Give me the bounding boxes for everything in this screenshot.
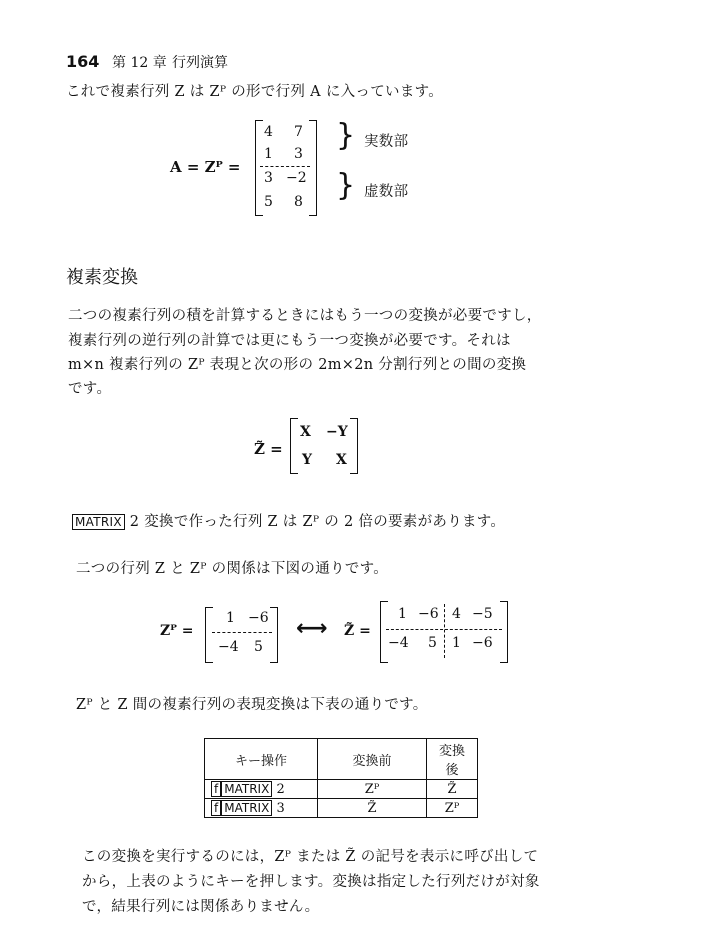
relation-right-cell: 5	[428, 635, 437, 651]
relation-left-bracket-r	[270, 607, 278, 663]
f-key: f	[211, 781, 221, 797]
key-number: 3	[276, 801, 285, 816]
relation-right-cell: 4	[452, 606, 461, 622]
relation-right-cell: −6	[472, 635, 493, 651]
closing-line: から，上表のようにキーを押します。変換は指定した行列だけが対象	[82, 874, 540, 890]
chapter-title: 行列演算	[172, 55, 228, 71]
f-key: f	[211, 800, 221, 816]
table-header: 変換前	[318, 739, 427, 780]
block-matrix-label: Z̃ =	[254, 440, 283, 458]
table-header-row	[205, 739, 478, 780]
matrix-key: MATRIX	[72, 514, 125, 530]
section-heading: 複素変換	[66, 267, 138, 288]
before-cell: Zᴾ	[318, 780, 427, 799]
key-number: 2	[276, 782, 285, 797]
matrix-a-left-bracket	[255, 120, 263, 216]
relation-right-label: Z̃ =	[344, 623, 371, 639]
before-cell: Z̃	[318, 799, 427, 818]
paragraph-line: です。	[68, 381, 112, 397]
key-sequence-cell	[205, 780, 318, 799]
matrix-a-cell: 7	[294, 124, 303, 140]
relation-right-cell: 1	[452, 635, 461, 651]
matrix-a-divider	[260, 166, 310, 167]
relation-left-divider	[212, 632, 272, 633]
block-matrix-left-bracket	[290, 418, 298, 474]
matrix-a-cell: −2	[286, 170, 307, 186]
relation-right-cell: −4	[388, 635, 409, 651]
block-matrix-cell: X	[300, 424, 311, 440]
matrix-a-right-bracket	[309, 120, 317, 216]
bidirectional-arrow-icon: ⟷	[296, 616, 328, 641]
relation-left-cell: −4	[218, 639, 239, 655]
real-part-brace: }	[336, 118, 356, 153]
after-cell: Z̃	[427, 780, 478, 799]
table-header: 変換後	[427, 739, 478, 780]
matrix-a-cell: 3	[294, 146, 303, 162]
matrix-note	[72, 510, 505, 531]
key-sequence-cell	[205, 799, 318, 818]
real-part-label: 実数部	[364, 134, 409, 150]
matrix-key: MATRIX	[221, 800, 272, 816]
block-matrix-cell: −Y	[326, 424, 348, 440]
after-cell: Zᴾ	[427, 799, 478, 818]
matrix-a-cell: 3	[264, 170, 273, 186]
table-header: キー操作	[205, 739, 318, 780]
relation-left-bracket-l	[205, 607, 213, 663]
relation-left-cell: 5	[254, 639, 263, 655]
table-row	[205, 780, 478, 799]
matrix-a-cell: 1	[264, 146, 273, 162]
matrix-a-cell: 4	[264, 124, 273, 140]
relation-left-cell: 1	[226, 610, 235, 626]
page-number: 164	[66, 52, 100, 71]
matrix-key: MATRIX	[221, 781, 272, 797]
matrix-note-text: 2 変換で作った行列 Z は Zᴾ の 2 倍の要素があります。	[129, 514, 506, 530]
table-row	[205, 799, 478, 818]
relation-right-bracket-l	[380, 601, 388, 663]
paragraph-line: 二つの複素行列の積を計算するときにはもう一つの変換が必要ですし，	[68, 308, 542, 324]
closing-line: で，結果行列には関係ありません。	[82, 899, 320, 915]
paragraph-line: m×n 複素行列の Zᴾ 表現と次の形の 2m×2n 分割行列との間の変換	[68, 357, 527, 373]
table-intro: Zᴾ と Z 間の複素行列の表現変換は下表の通りです。	[76, 697, 428, 713]
block-matrix-right-bracket	[350, 418, 358, 474]
relation-right-cell: −6	[418, 606, 439, 622]
relation-right-vdivider	[444, 604, 445, 658]
relation-note: 二つの行列 Z と Zᴾ の関係は下図の通りです。	[76, 561, 389, 577]
intro-line: これで複素行列 Z は Zᴾ の形で行列 A に入っています。	[66, 84, 444, 100]
chapter-number: 第 12 章	[112, 55, 167, 71]
imag-part-label: 虚数部	[364, 184, 409, 200]
relation-right-cell: −5	[472, 606, 493, 622]
relation-right-cell: 1	[398, 606, 407, 622]
relation-right-bracket-r	[500, 601, 508, 663]
matrix-a-cell: 8	[294, 194, 303, 210]
matrix-a-cell: 5	[264, 194, 273, 210]
paragraph-line: 複素行列の逆行列の計算では更にもう一つ変換が必要です。それは	[68, 333, 511, 349]
imag-part-brace: }	[336, 168, 356, 203]
closing-line: この変換を実行するのには，Zᴾ または Z̃ の記号を表示に呼び出して	[82, 849, 539, 865]
block-matrix-cell: Y	[302, 452, 312, 468]
relation-left-cell: −6	[248, 610, 269, 626]
relation-left-label: Zᴾ =	[160, 623, 194, 639]
block-matrix-cell: X	[336, 452, 347, 468]
key-operation-table	[204, 738, 478, 818]
matrix-a-label: A = Zᴾ =	[170, 158, 241, 176]
